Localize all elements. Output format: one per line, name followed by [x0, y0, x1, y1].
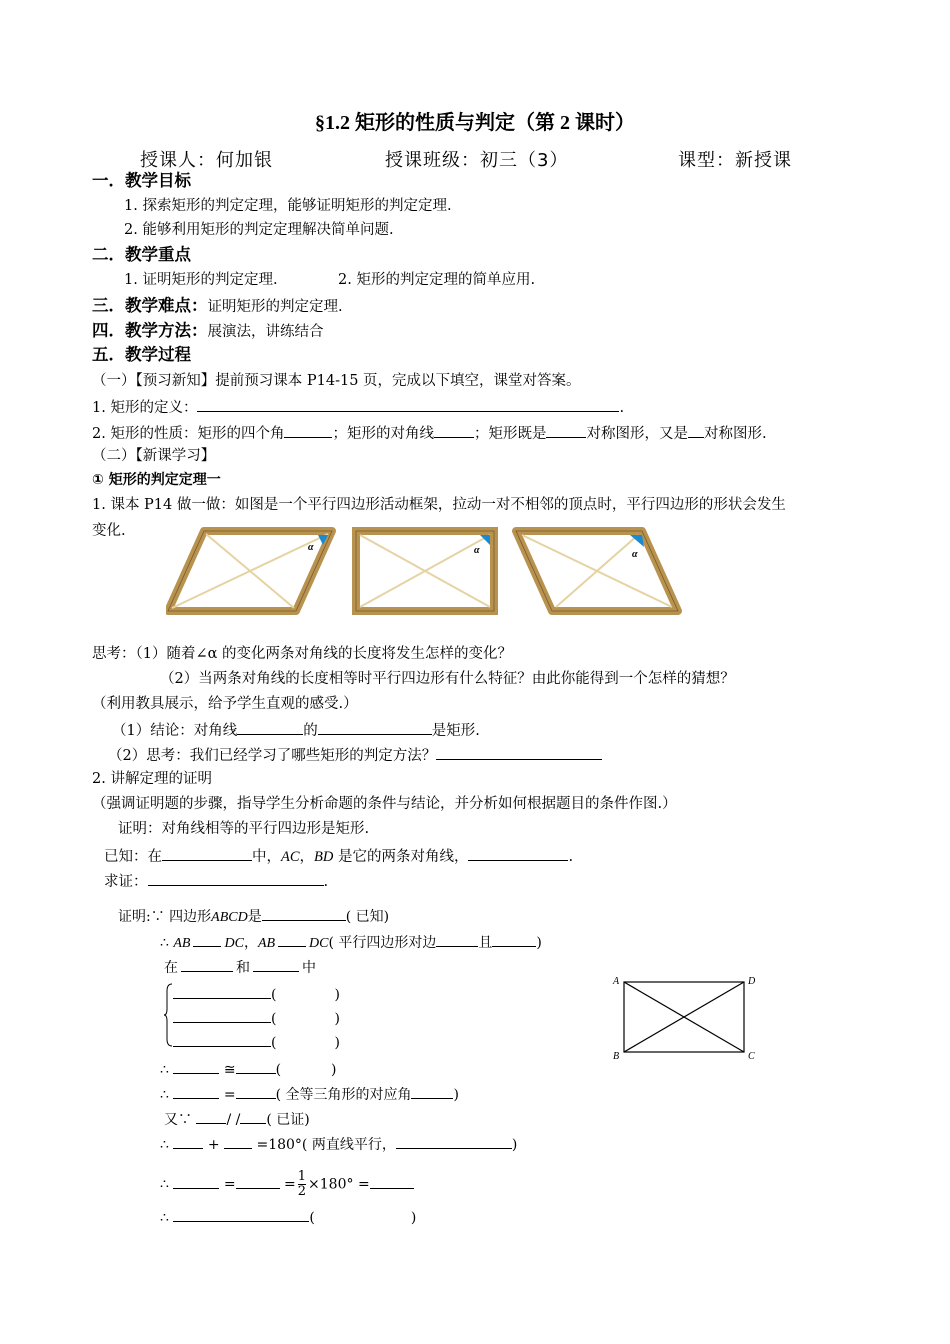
proof-l2-comma: ，: [243, 935, 258, 951]
property-symmetry-text-2: 对称图形，又是: [586, 426, 688, 442]
method-text: 展演法，讲练结合: [207, 324, 324, 340]
goal-item-2: 2. 能够利用矩形的判定定理解决简单问题.: [124, 222, 394, 238]
vertex-label-d: D: [748, 976, 756, 987]
section-heading-goals: 一．教学目标: [92, 171, 191, 190]
proof-l2-and: 且: [478, 935, 493, 951]
rectangle-abcd-figure: [608, 970, 768, 1062]
proof-l2-therefore: ∴: [160, 935, 169, 951]
proof-l7-congruent: ≅: [223, 1062, 236, 1078]
blank-given-extra[interactable]: [468, 845, 568, 861]
key-point-2: 2. 矩形的判定定理的简单应用.: [338, 272, 536, 288]
proof-l3-and: 和: [236, 960, 250, 976]
proof-c2-close: ): [334, 1011, 340, 1027]
to-prove-label: 求证：: [104, 874, 148, 890]
proof-line-2: [160, 931, 542, 954]
proof-l3-in: 在: [164, 960, 178, 976]
proof-l2-dc: DC: [224, 936, 244, 951]
blank-proof-l12[interactable]: [173, 1206, 309, 1222]
proof-l12-therefore: ∴: [160, 1210, 169, 1226]
given-bd: BD: [314, 849, 334, 865]
proof-l1-reason: ( 已知): [345, 909, 390, 925]
proof-line-3: [164, 956, 316, 978]
difficulty-line: [92, 296, 343, 317]
proof-condition-3: [173, 1031, 340, 1053]
proof-c1-close: ): [334, 987, 340, 1003]
lesson-type-info: 课型：新授课: [678, 150, 792, 171]
alpha-label-1: α: [308, 542, 314, 553]
blank-proof-l9-1[interactable]: [196, 1108, 226, 1124]
proof-l7-therefore: ∴: [160, 1062, 169, 1078]
blank-proof-l10-3[interactable]: [396, 1133, 512, 1149]
proof-l11-equals-1: =: [223, 1176, 236, 1193]
blank-given-shape[interactable]: [162, 845, 252, 861]
blank-proof-l9-2[interactable]: [240, 1108, 266, 1124]
given-text-1: 中，: [252, 849, 281, 865]
proof-l8-equals: =: [223, 1087, 236, 1103]
blank-diagonals[interactable]: [434, 422, 474, 438]
blank-proof-l2-4[interactable]: [492, 931, 536, 947]
goal-item-1: 1. 探索矩形的判定定理，能够证明矩形的判定定理.: [124, 198, 452, 214]
proof-l11-therefore: ∴: [160, 1176, 169, 1193]
proof-l1-a: 证明:∵ 四边形: [118, 909, 212, 925]
conclusion-label: （1）结论：对角线: [112, 723, 238, 739]
proof-line-8: [160, 1083, 459, 1105]
blank-proof-l11-2[interactable]: [236, 1173, 280, 1189]
vertex-label-b: B: [613, 1051, 620, 1062]
proof-condition-1: [173, 983, 340, 1005]
to-prove-line: 求证： .: [104, 870, 328, 892]
blank-proof-l8-2[interactable]: [236, 1083, 276, 1099]
method-line: [92, 321, 324, 342]
preview-intro: （一）【预习新知】提前预习课本 P14-15 页，完成以下填空，课堂对答案。: [92, 373, 581, 389]
methods-question-line: [108, 744, 602, 766]
blank-symmetry-2[interactable]: [688, 422, 704, 438]
section-heading-key-points: 二．教学重点: [92, 245, 191, 264]
given-label: 已知：在: [104, 849, 162, 865]
given-ac: AC: [281, 849, 300, 865]
demo-note: （利用教具展示，给予学生直观的感受.）: [92, 696, 358, 712]
definition-blank[interactable]: [197, 396, 619, 412]
proof-line-7: [160, 1058, 337, 1080]
blank-condition-2[interactable]: [173, 1007, 271, 1023]
blank-to-prove[interactable]: [148, 870, 324, 886]
proof-l2-dc-2: DC: [309, 936, 329, 951]
theorem-heading: ① 矩形的判定定理一: [92, 472, 221, 488]
class-info: 授课班级：初三（3）: [385, 150, 569, 171]
conclusion-mid: 的: [303, 723, 318, 739]
proof-condition-2: [173, 1007, 340, 1029]
blank-proof-l10-1[interactable]: [173, 1133, 203, 1149]
blank-angles[interactable]: [284, 422, 332, 438]
proof-l1-abcd: ABCD: [211, 910, 248, 925]
vertex-label-c: C: [748, 1051, 755, 1062]
blank-proof-l2-1[interactable]: [193, 931, 221, 947]
conclusion-line: [112, 719, 480, 741]
difficulty-text: 证明矩形的判定定理.: [207, 299, 343, 315]
proof-line-1: [118, 905, 389, 928]
proof-line-10: [160, 1133, 517, 1155]
given-comma: ，: [299, 849, 315, 865]
proof-line-11: [160, 1170, 414, 1199]
blank-methods[interactable]: [436, 744, 602, 760]
property-line: [92, 422, 767, 444]
property-label: 2. 矩形的性质：矩形的四个角: [92, 426, 285, 442]
proof-line-12: [160, 1206, 416, 1228]
think-question-2: （2）当两条对角线的长度相等时平行四边形有什么特征？由此你能得到一个怎样的猜想？: [160, 671, 735, 687]
section-heading-process: 五．教学过程: [92, 345, 191, 364]
proof-explain-heading: 2. 讲解定理的证明: [92, 771, 212, 787]
proof-l2-reason: ( 平行四边形对边: [328, 935, 437, 951]
given-line: 已知：在 中，AC，BD 是它的两条对角线， .: [104, 845, 573, 867]
blank-proof-l8-1[interactable]: [173, 1083, 219, 1099]
proof-l2-ab-2: AB: [257, 936, 276, 951]
alpha-label-2: α: [474, 545, 480, 556]
vertex-label-a: A: [613, 976, 620, 987]
proof-l3-mid: 中: [302, 960, 316, 976]
blank-proof-l1[interactable]: [262, 905, 346, 921]
section-heading-method: 四．教学方法：: [92, 321, 208, 340]
proof-c3-close: ): [334, 1035, 340, 1051]
alpha-label-3: α: [632, 549, 638, 560]
blank-proof-l2-2[interactable]: [278, 931, 306, 947]
proof-l10-180: =180°: [256, 1137, 302, 1153]
conclusion-end: 是矩形.: [431, 723, 480, 739]
frame-2: [356, 531, 494, 611]
section-heading-difficulty: 三．教学难点：: [92, 296, 208, 315]
blank-proof-l8-3[interactable]: [411, 1083, 453, 1099]
blank-proof-l11-3[interactable]: [370, 1173, 414, 1189]
proof-c2-open: (: [271, 1011, 277, 1027]
proof-l11-times: ×180°: [308, 1176, 354, 1193]
blank-proof-l7-1[interactable]: [173, 1058, 219, 1074]
new-learning-label: （二）【新课学习】: [92, 448, 216, 464]
blank-proof-l10-2[interactable]: [224, 1133, 252, 1149]
think-question-1: 思考：（1）随着∠α 的变化两条对角线的长度将发生怎样的变化？: [92, 646, 513, 662]
theorem-statement: 证明：对角线相等的平行四边形是矩形.: [118, 821, 370, 837]
fraction-half: [298, 1170, 306, 1199]
fraction-numerator: 1: [297, 1169, 307, 1184]
proof-c1-open: (: [271, 987, 277, 1003]
definition-line: 1. 矩形的定义： .: [92, 396, 624, 418]
proof-l7-close: ): [331, 1062, 337, 1078]
proof-l1-c: 是: [247, 909, 262, 925]
blank-proof-l3-1[interactable]: [181, 956, 233, 972]
activity-text-1: 1. 课本 P14 做一做：如图是一个平行四边形活动框架，拉动一对不相邻的顶点时，平行四边形的形状会发生: [92, 497, 786, 513]
blank-condition-1[interactable]: [173, 983, 271, 999]
property-end-text: 对称图形.: [703, 426, 767, 442]
proof-c3-open: (: [271, 1035, 277, 1051]
property-symmetry-text: ；矩形既是: [473, 426, 547, 442]
proof-l12-close: ): [410, 1210, 417, 1226]
proof-l11-equals-3: =: [357, 1176, 370, 1193]
blank-proof-l11-1[interactable]: [173, 1173, 219, 1189]
proof-l8-reason: ( 全等三角形的对应角: [275, 1087, 412, 1103]
blank-proof-l3-2[interactable]: [253, 956, 299, 972]
proof-l10-plus: +: [207, 1137, 220, 1153]
given-text-2: 是它的两条对角线，: [333, 849, 469, 865]
proof-line-9: [164, 1108, 310, 1130]
page-title: §1.2 矩形的性质与判定（第 2 课时）: [315, 112, 635, 134]
blank-conclusion-2[interactable]: [318, 719, 432, 735]
proof-l10-therefore: ∴: [160, 1137, 169, 1153]
proof-l10-reason: ( 两直线平行，: [301, 1137, 396, 1153]
blank-proof-l2-3[interactable]: [436, 931, 478, 947]
proof-l8-therefore: ∴: [160, 1087, 169, 1103]
proof-l10-close: ): [511, 1137, 518, 1153]
key-point-1: 1. 证明矩形的判定定理.: [124, 272, 278, 288]
definition-label: 1. 矩形的定义：: [92, 400, 198, 416]
parallelogram-frames-figure: [166, 527, 686, 619]
fraction-denominator: 2: [297, 1184, 307, 1199]
blank-proof-l7-2[interactable]: [236, 1058, 276, 1074]
property-diagonal-text: ；矩形的对角线: [332, 426, 434, 442]
methods-question: （2）思考：我们已经学习了哪些矩形的判定方法？: [108, 748, 437, 764]
proof-l2-ab: AB: [173, 936, 191, 951]
proof-explain-note: （强调证明题的步骤，指导学生分析命题的条件与结论，并分析如何根据题目的条件作图.）: [92, 796, 677, 812]
proof-l9-reason: ( 已证): [266, 1112, 310, 1128]
proof-l12-open: (: [309, 1210, 315, 1226]
blank-condition-3[interactable]: [173, 1031, 271, 1047]
teacher-info: 授课人：何加银: [140, 150, 273, 171]
proof-l7-open: (: [275, 1062, 282, 1078]
proof-l11-equals-2: =: [284, 1176, 296, 1193]
frame-1: [168, 531, 332, 611]
proof-l9-because: 又∵: [164, 1112, 192, 1128]
blank-conclusion-1[interactable]: [237, 719, 303, 735]
activity-text-2: 变化.: [92, 523, 126, 539]
proof-l9-parallel: / /: [226, 1112, 241, 1128]
system-brace: [163, 983, 173, 1047]
blank-symmetry-1[interactable]: [546, 422, 586, 438]
proof-l2-close: ): [536, 935, 542, 951]
proof-l8-close: ): [453, 1087, 459, 1103]
frame-3: [516, 531, 678, 611]
